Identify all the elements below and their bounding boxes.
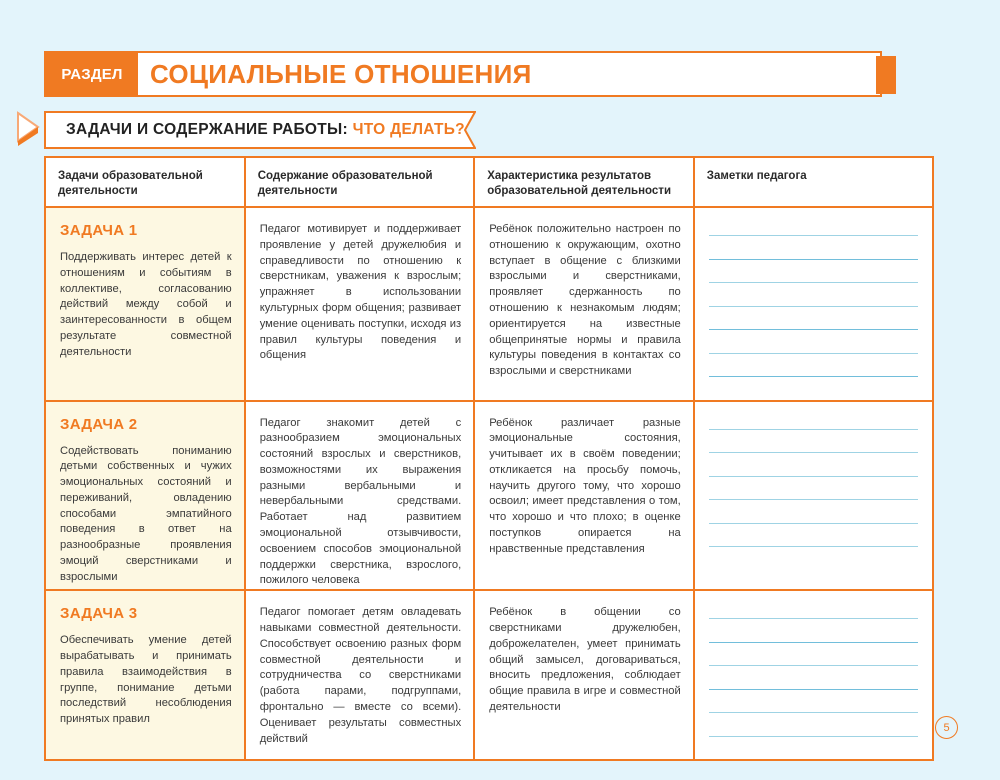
note-line [709, 546, 918, 547]
task-cell [45, 401, 245, 591]
note-line [709, 306, 918, 307]
content-cell [245, 207, 475, 401]
table-header-row [45, 157, 933, 207]
page-number: 5 [935, 716, 958, 739]
note-lines[interactable] [709, 402, 918, 548]
note-line [709, 476, 918, 477]
notes-cell[interactable] [694, 590, 933, 760]
note-line [709, 736, 918, 737]
note-line [709, 689, 918, 690]
section-title: СОЦИАЛЬНЫЕ ОТНОШЕНИЯ [150, 58, 532, 89]
play-arrow-icon [16, 111, 40, 147]
table-row [45, 590, 933, 760]
content-text: Педагог мотивирует и поддерживает проявление у детей дружелюбия и справедливости по отношению к сверстникам, уважения к взрослым; упражняет в использовании культурных форм общения; развивает умение оценивать поступки, исходя из правил культуры поведения и общения [259, 223, 462, 362]
note-lines[interactable] [709, 591, 918, 737]
note-line [709, 259, 918, 260]
subheader-title [66, 121, 465, 139]
content-cell [245, 401, 475, 591]
section-banner [44, 51, 882, 97]
content-cell [245, 590, 475, 760]
task-text: Содействовать пониманию детьми собственных и чужих эмоциональных состояний и переживаний, овладению способами эмпатийного поведения в ответ на разнообразные проявления эмоций сверстниками и взрослыми [60, 444, 232, 583]
section-label: РАЗДЕЛ [46, 53, 138, 95]
task-title: ЗАДАЧА 1 [60, 222, 138, 239]
note-line [709, 499, 918, 500]
result-cell [474, 207, 694, 401]
header-results: Характеристика результатов образовательной деятельности [474, 157, 694, 207]
task-text: Поддерживать интерес детей к отношениям и событиям в коллективе, согласованию действий между собой и заинтересованности в общем результате совместной деятельности [60, 251, 232, 358]
note-line [709, 523, 918, 524]
notes-cell[interactable] [694, 207, 933, 401]
subheader-banner [44, 111, 476, 149]
content-text: Педагог знакомит детей с разнообразием эмоциональных состояний взрослых и сверстников, возможностями их выражения разными вербальными и невербальными средствами. Работает над развитием эмоциональной отзывчивости, освоением способов эмоциональной поддержки сверстника, взрослого, пожилого человека [259, 416, 462, 587]
task-cell [45, 207, 245, 401]
task-cell [45, 590, 245, 760]
header-content: Содержание образовательной деятельности [245, 157, 475, 207]
result-cell [474, 590, 694, 760]
subheader-title-main: ЗАДАЧИ И СОДЕРЖАНИЕ РАБОТЫ: [66, 121, 353, 138]
note-lines[interactable] [709, 208, 918, 377]
result-text: Ребёнок положительно настроен по отношению к окружающим, охотно вступает в общение с близкими взрослыми и сверстниками, проявляет сдержанность по отношению к незнакомым людям; ориентируется на известные общепринятые нормы и правила культуры поведения в контактах со взрослыми и сверстниками [489, 223, 681, 378]
ribbon-tail-icon [876, 56, 896, 94]
note-line [709, 642, 918, 643]
header-notes: Заметки педагога [694, 157, 933, 207]
task-title: ЗАДАЧА 3 [60, 605, 138, 623]
result-text: Ребёнок различает разные эмоциональные состояния, учитывает их в своём поведении; откликается на просьбу помочь, научить другого тому, что хорошо освоил; имеет представления о том, что хорошо и что плохо; в оценке поступков опирается на нравственные представления [489, 416, 681, 555]
result-cell [474, 401, 694, 591]
note-line [709, 618, 918, 619]
note-line [709, 376, 918, 377]
task-text: Обеспечивать умение детей вырабатывать и принимать правила взаимодействия в группе, понимание детьми последствий несоблюдения принятых правил [60, 634, 232, 726]
note-line [709, 452, 918, 453]
content-text: Педагог помогает детям овладевать навыками совместной деятельности. Способствует освоению разных форм совместной деятельности и сотрудничества со сверстниками (работа парами, подгруппами, фронтально — вместе со всеми). Оценивает результаты совместных действий [259, 606, 462, 745]
note-line [709, 712, 918, 713]
note-line [709, 429, 918, 430]
result-text: Ребёнок в общении со сверстниками дружелюбен, доброжелателен, умеет принимать общий замысел, договариваться, вносить предложения, соблюдает общие правила в игре и совместной деятельности [489, 606, 681, 714]
task-title: ЗАДАЧА 2 [60, 415, 138, 433]
tasks-table [44, 156, 934, 761]
table-row [45, 207, 933, 401]
table-row [45, 401, 933, 591]
note-line [709, 353, 918, 354]
note-line [709, 665, 918, 666]
note-line [709, 235, 918, 236]
subheader-title-accent: ЧТО ДЕЛАТЬ? [352, 121, 465, 138]
header-tasks: Задачи образовательной деятельности [45, 157, 245, 207]
note-line [709, 329, 918, 330]
notes-cell[interactable] [694, 401, 933, 591]
note-line [709, 282, 918, 283]
